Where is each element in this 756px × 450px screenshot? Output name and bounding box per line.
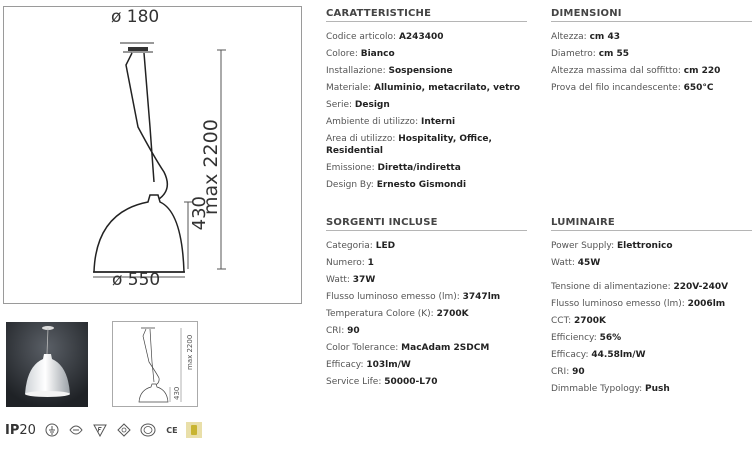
spec-label: Serie: [326,100,355,110]
spec-value: Push [645,384,670,394]
spec-row [551,257,752,269]
spec-row [551,240,752,252]
spec-row [326,99,527,111]
spec-row [551,298,752,310]
spec-value: Ernesto Gismondi [376,180,467,190]
spec-value: 44.58lm/W [591,350,646,360]
technical-drawing-thumbnail[interactable] [112,321,198,407]
spec-row [551,315,752,327]
spec-value: 220V-240V [673,282,729,292]
ce-mark: CE [166,425,178,435]
caratteristiche-section [326,8,527,196]
spec-label: Efficacy: [551,350,592,360]
spec-value: cm 220 [683,66,721,76]
dimensioni-title: DIMENSIONI [551,8,752,22]
spec-row [326,133,527,157]
spec-row [326,291,527,303]
lamp-dimension-drawing [4,7,303,305]
spec-value: Elettronico [616,241,673,251]
spec-value: Hospitality, Office, [398,134,492,144]
spec-value: Interni [420,117,456,127]
spec-row [326,116,527,128]
spec-label: Tensione di alimentazione: [551,282,674,292]
spec-value: 650°C [683,83,714,93]
mini-max-height-label: max 2200 [186,334,194,370]
spec-label: Altezza: [551,32,590,42]
spec-value: Alluminio, metacrilato, vetro [374,83,521,93]
top-diameter-label: ø 180 [111,7,160,27]
spec-value: 2006lm [687,299,726,309]
spec-row [326,240,527,252]
spec-row [326,308,527,320]
product-photo-thumbnail[interactable] [6,322,88,407]
technical-drawing [3,6,302,304]
spec-value: 2700K [436,309,469,319]
spec-label: Temperatura Colore (K): [326,309,437,319]
enec-icon [68,422,84,438]
spec-label: CCT: [551,316,574,326]
spec-row [326,48,527,60]
pse-icon [116,422,132,438]
ip-number: 20 [19,422,36,438]
spec-label: Installazione: [326,66,389,76]
spec-label: Design By: [326,180,377,190]
spec-label: Flusso luminoso emesso (lm): [326,292,463,302]
spec-row [551,82,752,94]
spec-value: Design [354,100,390,110]
spec-value: 37W [352,275,376,285]
spec-label: Altezza massima dal soffitto: [551,66,684,76]
spec-value: 45W [577,258,601,268]
spec-value: cm 55 [598,49,630,59]
mini-shade-height-label: 430 [173,386,181,400]
certification-icons [5,420,202,440]
earth-ground-icon [44,422,60,438]
spec-label: Area di utilizzo: [326,134,399,144]
spec-label: Materiale: [326,83,374,93]
spec-value: MacAdam 2SDCM [401,343,490,353]
spec-label: Color Tolerance: [326,343,402,353]
spec-row [551,383,752,395]
spec-row [326,82,527,94]
spec-label: Service Life: [326,377,385,387]
led-energy-icon [186,422,202,438]
spec-value: cm 43 [589,32,620,42]
spec-row [551,349,752,361]
spec-label: CRI: [551,367,573,377]
spec-row [326,342,527,354]
spec-label: Prova del filo incandescente: [551,83,684,93]
spec-row [326,179,527,191]
ip-rating [5,423,36,438]
spec-label: Diametro: [551,49,599,59]
spec-value-continued: Residential [326,146,383,156]
spec-label: Colore: [326,49,361,59]
spec-value: 103lm/W [366,360,411,370]
spec-row [326,325,527,337]
spec-value: Sospensione [388,66,453,76]
spec-label: Flusso luminoso emesso (lm): [551,299,688,309]
spec-label: Power Supply: [551,241,617,251]
spec-value: LED [375,241,396,251]
spec-value: Diretta/indiretta [377,163,461,173]
spec-row [326,274,527,286]
bottom-diameter-label: ø 550 [112,270,161,290]
spec-value: A243400 [398,32,444,42]
spec-row [326,359,527,371]
sorgenti-incluse-section [326,217,527,393]
spec-value: 1 [367,258,374,268]
spec-label: Dimmable Typology: [551,384,646,394]
spec-row [326,376,527,388]
spec-row [551,332,752,344]
spec-row [326,162,527,174]
spec-value: 3747lm [462,292,501,302]
shade-height-label: 430 [189,196,210,231]
dimensioni-section [551,8,752,99]
spec-row [326,65,527,77]
ccc-icon [140,422,156,438]
spec-row [326,257,527,269]
spec-label: Ambiente di utilizzo: [326,117,421,127]
spec-label: CRI: [326,326,348,336]
spec-value: Bianco [360,49,395,59]
luminaire-section [551,217,752,400]
spec-value: 56% [599,333,622,343]
spec-row [551,48,752,60]
spec-row [551,281,752,293]
lamp-photo [6,322,88,407]
spec-value: 50000-L70 [384,377,438,387]
triangle-f-icon [92,422,108,438]
spec-value: 90 [572,367,585,377]
spec-row [551,65,752,77]
spec-label: Numero: [326,258,368,268]
spec-label: Categoria: [326,241,376,251]
ip-prefix: IP [5,422,20,438]
spec-value: 2700K [573,316,607,326]
spec-label: Watt: [326,275,353,285]
spec-label: Emissione: [326,163,378,173]
spec-label: Codice articolo: [326,32,399,42]
spec-value: 90 [347,326,360,336]
luminaire-title: LUMINAIRE [551,217,752,231]
spec-row [326,31,527,43]
spec-label: Watt: [551,258,578,268]
max-height-label: max 2200 [200,119,222,215]
spec-row [551,366,752,378]
spec-label: Efficiency: [551,333,600,343]
spec-label: Efficacy: [326,360,367,370]
spec-row [551,31,752,43]
caratteristiche-title: CARATTERISTICHE [326,8,527,22]
sorgenti-title: SORGENTI INCLUSE [326,217,527,231]
